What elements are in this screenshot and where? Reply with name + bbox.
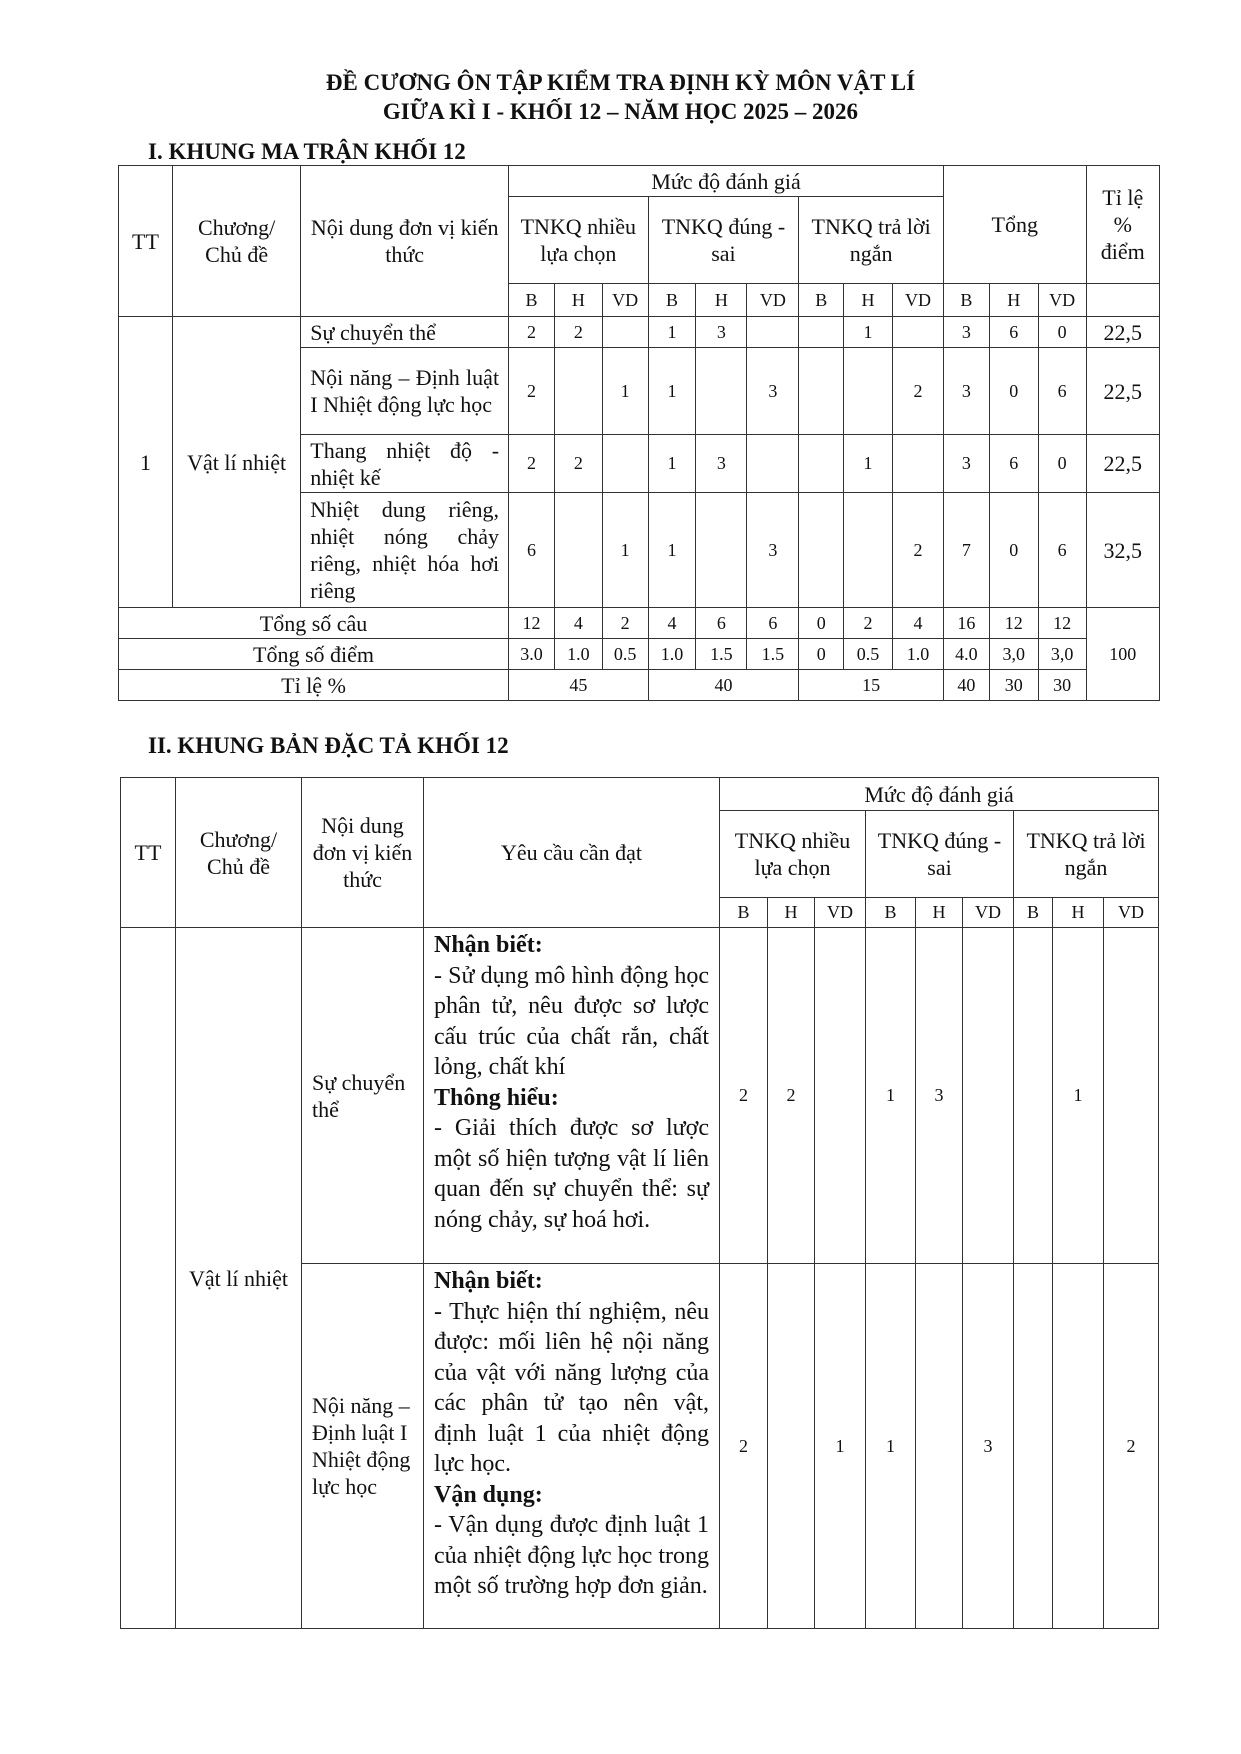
tt-value [121,928,176,1629]
percent-group: 45 [509,670,649,701]
count-cell: 2 [554,317,602,348]
count-cell: 12 [509,608,555,639]
count-cell: 1 [815,1264,866,1629]
header-ratio: Tỉ lệ % điểm [1086,166,1159,284]
count-cell: 1 [648,435,696,493]
count-cell: 3 [943,348,989,435]
percent-total: 30 [989,670,1038,701]
tt-value: 1 [119,317,173,608]
header-tnkq-short-answer: TNKQ trả lời ngắn [1014,811,1159,898]
header-assessment-level: Mức độ đánh giá [720,778,1159,811]
count-cell [815,928,866,1264]
percent-total: 30 [1038,670,1086,701]
requirement-text [424,1264,720,1629]
count-cell: 0 [989,348,1038,435]
header-content: Nội dung đơn vị kiến thức [302,778,424,928]
level-cell: H [989,284,1038,317]
level-cell: VD [815,898,866,928]
points-cell: 0 [799,639,844,670]
table-row [119,317,1160,348]
count-cell [696,493,747,608]
count-cell [799,493,844,608]
points-cell: 1.0 [554,639,602,670]
ratio-cell: 32,5 [1086,493,1159,608]
count-cell: 2 [509,348,555,435]
section2-heading: II. KHUNG BẢN ĐẶC TẢ KHỐI 12 [148,733,509,758]
total-questions-label: Tổng số câu [119,608,509,639]
document-title-line2: GIỮA KÌ I - KHỐI 12 – NĂM HỌC 2025 – 2026 [382,99,859,124]
header-chapter: Chương/ Chủ đề [172,166,300,317]
requirement-item: - Vận dụng được định luật 1 của nhiệt động lực học trong một số trường hợp đơn giản. [434,1512,709,1599]
count-cell: 1 [648,317,696,348]
points-cell: 1.5 [747,639,799,670]
topic-name: Nội năng – Định luật I Nhiệt động lực học [302,1264,424,1629]
count-cell [1104,928,1159,1264]
header-assessment-level: Mức độ đánh giá [509,166,944,197]
requirement-label: Nhận biết: [434,1268,543,1294]
count-cell [696,348,747,435]
count-cell: 1 [648,348,696,435]
count-cell: 3 [696,435,747,493]
level-cell: B [866,898,916,928]
count-cell: 0 [1038,317,1086,348]
percent-total: 40 [943,670,989,701]
count-cell [799,435,844,493]
count-cell: 2 [892,493,943,608]
count-cell [1053,1264,1104,1629]
count-cell: 2 [892,348,943,435]
header-requirements: Yêu cầu cần đạt [424,778,720,928]
percent-group: 40 [648,670,799,701]
count-cell [799,317,844,348]
count-cell [892,435,943,493]
level-cell: B [648,284,696,317]
table-row [121,928,1159,1264]
count-cell [1014,928,1053,1264]
count-cell: 2 [720,1264,768,1629]
header-tnkq-true-false: TNKQ đúng - sai [866,811,1014,898]
level-cell: B [799,284,844,317]
count-cell: 3 [943,317,989,348]
level-cell: H [768,898,815,928]
header-chapter: Chương/ Chủ đề [176,778,302,928]
total-questions-row [119,608,1160,639]
count-cell: 6 [1038,493,1086,608]
level-cell: VD [892,284,943,317]
level-cell: VD [1104,898,1159,928]
total-points-row [119,639,1160,670]
level-cell: H [844,284,893,317]
specification-table [120,777,1159,1629]
header-tnkq-multiple-choice: TNKQ nhiều lựa chọn [509,197,649,284]
count-cell [602,435,648,493]
count-cell: 1 [866,1264,916,1629]
points-cell: 3.0 [509,639,555,670]
count-cell: 2 [1104,1264,1159,1629]
topic-name: Sự chuyển thể [302,928,424,1264]
count-cell: 1 [1053,928,1104,1264]
count-cell: 6 [989,317,1038,348]
count-cell [963,928,1014,1264]
count-cell [554,493,602,608]
count-cell: 2 [720,928,768,1264]
count-cell: 1 [602,493,648,608]
count-cell [892,317,943,348]
requirement-label: Nhận biết: [434,932,543,958]
requirement-text [424,928,720,1264]
count-cell: 1 [866,928,916,1264]
matrix-table [118,165,1160,701]
count-cell: 3 [747,348,799,435]
points-cell: 3,0 [989,639,1038,670]
level-cell: B [943,284,989,317]
level-cell: H [916,898,963,928]
count-cell: 2 [509,317,555,348]
level-cell: H [696,284,747,317]
count-cell: 6 [696,608,747,639]
requirement-item: - Thực hiện thí nghiệm, nêu được: mối liên hệ nội năng của vật với năng lượng của các phân tử tạo nên vật, định luật 1 của nhiệt động lực học. [434,1298,709,1477]
count-cell: 12 [989,608,1038,639]
count-cell: 2 [768,928,815,1264]
points-cell: 1.0 [892,639,943,670]
count-cell [747,435,799,493]
header-tnkq-true-false: TNKQ đúng - sai [648,197,799,284]
section1-heading: I. KHUNG MA TRẬN KHỐI 12 [148,139,466,164]
level-cell: B [1014,898,1053,928]
count-cell: 2 [554,435,602,493]
count-cell: 1 [844,317,893,348]
count-cell: 4 [892,608,943,639]
count-cell: 3 [747,493,799,608]
chapter-name: Vật lí nhiệt [176,928,302,1629]
count-cell [1014,1264,1053,1629]
requirement-label: Vận dụng: [434,1481,543,1508]
requirement-item: - Giải thích được sơ lược một số hiện tượng vật lí liên quan đến sự chuyển thể: sự nóng chảy, sự hoá hơi. [434,1115,709,1233]
count-cell [554,348,602,435]
count-cell: 1 [648,493,696,608]
count-cell: 0 [1038,435,1086,493]
points-cell: 4.0 [943,639,989,670]
count-cell: 1 [602,348,648,435]
chapter-name: Vật lí nhiệt [172,317,300,608]
count-cell: 7 [943,493,989,608]
document-title-line1: ĐỀ CƯƠNG ÔN TẬP KIỂM TRA ĐỊNH KỲ MÔN VẬT LÍ [325,70,916,95]
topic-name: Sự chuyển thể [301,317,509,348]
count-cell: 6 [747,608,799,639]
count-cell: 2 [844,608,893,639]
header-tt: TT [119,166,173,317]
header-total: Tổng [943,166,1086,284]
percent-group: 15 [799,670,944,701]
ratio-cell: 22,5 [1086,435,1159,493]
count-cell: 0 [989,493,1038,608]
header-tnkq-short-answer: TNKQ trả lời ngắn [799,197,944,284]
count-cell: 3 [943,435,989,493]
points-cell: 0.5 [602,639,648,670]
count-cell [799,348,844,435]
count-cell [768,1264,815,1629]
ratio-cell: 22,5 [1086,348,1159,435]
level-cell: H [1053,898,1104,928]
level-cell: H [554,284,602,317]
header-tt: TT [121,778,176,928]
count-cell: 3 [963,1264,1014,1629]
count-cell: 16 [943,608,989,639]
level-cell: VD [963,898,1014,928]
count-cell: 2 [509,435,555,493]
points-cell: 1.5 [696,639,747,670]
requirement-label: Thông hiểu: [434,1084,559,1111]
requirement-item: - Sử dụng mô hình động học phân tử, nêu được sơ lược cấu trúc của chất rắn, chất lỏng, chất khí [434,962,709,1080]
count-cell: 1 [844,435,893,493]
level-cell: VD [747,284,799,317]
header-content: Nội dung đơn vị kiến thức [301,166,509,317]
total-ratio-cell: 100 [1086,608,1159,701]
percent-label: Tỉ lệ % [119,670,509,701]
topic-name: Nội năng – Định luật I Nhiệt động lực học [301,348,509,435]
empty-cell [1086,284,1159,317]
count-cell: 3 [916,928,963,1264]
level-cell: VD [602,284,648,317]
count-cell: 3 [696,317,747,348]
count-cell [747,317,799,348]
level-cell: VD [1038,284,1086,317]
ratio-cell: 22,5 [1086,317,1159,348]
count-cell: 4 [648,608,696,639]
count-cell: 12 [1038,608,1086,639]
count-cell: 6 [989,435,1038,493]
count-cell: 6 [1038,348,1086,435]
level-cell: B [720,898,768,928]
header-tnkq-multiple-choice: TNKQ nhiều lựa chọn [720,811,866,898]
count-cell [844,493,893,608]
topic-name: Nhiệt dung riêng, nhiệt nóng chảy riêng, nhiệt hóa hơi riêng [301,493,509,608]
points-cell: 1.0 [648,639,696,670]
count-cell: 6 [509,493,555,608]
topic-name: Thang nhiệt độ - nhiệt kế [301,435,509,493]
count-cell: 0 [799,608,844,639]
count-cell [916,1264,963,1629]
level-cell: B [509,284,555,317]
count-cell: 2 [602,608,648,639]
total-points-label: Tổng số điểm [119,639,509,670]
points-cell: 0.5 [844,639,893,670]
points-cell: 3,0 [1038,639,1086,670]
count-cell [844,348,893,435]
percent-row [119,670,1160,701]
count-cell [602,317,648,348]
count-cell: 4 [554,608,602,639]
